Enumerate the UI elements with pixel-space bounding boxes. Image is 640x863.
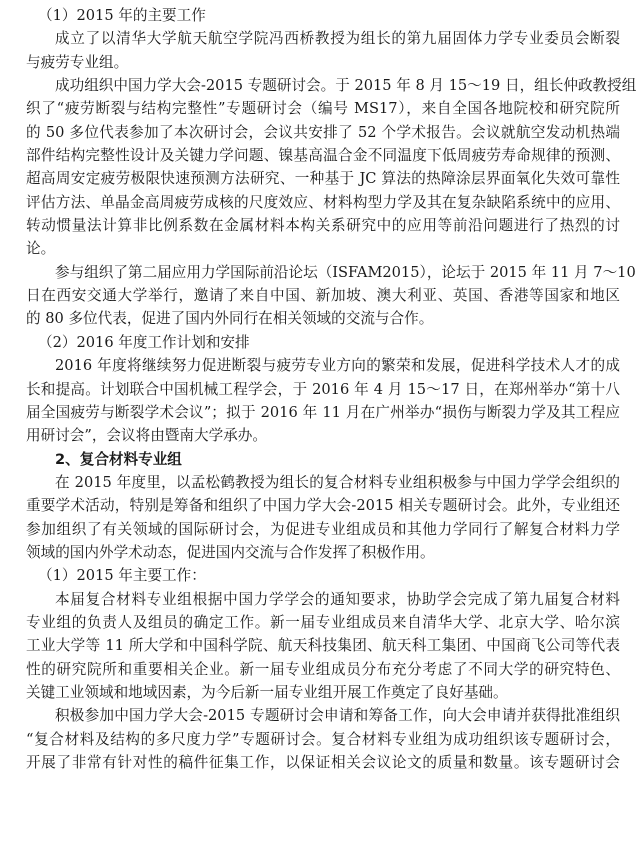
text-line: 专业组的负责人及组员的确定工作。新一届专业组成员来自清华大学、北京大学、哈尔滨	[26, 613, 620, 631]
document-body	[26, 4, 637, 774]
text-line: 长和提高。计划联合中国机械工程学会，于 2016 年 4 月 15～17 日，在郑州举办“第十八	[26, 380, 620, 398]
subsection-heading: （1）2015 年的主要工作	[38, 7, 206, 24]
text-line: 的 80 多位代表，促进了国内外同行在相关领域的交流与合作。	[26, 310, 434, 328]
text-line: 用研讨会”，会议将由暨南大学承办。	[26, 427, 267, 445]
text-line: 性的研究院所和重要相关企业。新一届专业组成员分布充分考虑了不同大学的研究特色、	[26, 660, 620, 678]
text-line: 开展了非常有针对性的稿件征集工作，以保证相关会议论文的质量和数量。该专题研讨会	[26, 754, 620, 771]
text-line: 2016 年度将继续努力促进断裂与疲劳专业方向的繁荣和发展，促进科学技术人才的成	[55, 357, 620, 375]
text-line: 领域的国内外学术动态，促进国内交流与合作发挥了积极作用。	[26, 543, 435, 561]
subsection-heading: （1）2015 年主要工作：	[38, 567, 206, 585]
text-line: “复合材料及结构的多尺度力学”专题研讨会。复合材料专业组为成功组织该专题研讨会，	[26, 730, 620, 748]
text-line: 成立了以清华大学航天航空学院冯西桥教授为组长的第九届固体力学专业委员会断裂	[55, 30, 620, 48]
document-page	[26, 4, 637, 774]
section-heading: 2、复合材料专业组	[55, 450, 182, 468]
text-line: 日在西安交通大学举行，邀请了来自中国、新加坡、澳大利亚、英国、香港等国家和地区	[26, 287, 620, 305]
text-line: 重要学术活动，特别是筹备和组织了中国力学大会-2015 相关专题研讨会。此外，专业组还	[26, 497, 620, 515]
text-line: 的 50 多位代表参加了本次研讨会，会议共安排了 52 个学术报告。会议就航空发动机热端	[26, 123, 620, 141]
text-line: 超高周安定疲劳极限快速预测方法研究、一种基于 JC 算法的热障涂层界面氧化失效可靠性	[26, 170, 620, 188]
text-line: 积极参加中国力学大会-2015 专题研讨会申请和筹备工作，向大会申请并获得批准组织	[55, 707, 620, 725]
text-line: 在 2015 年度里，以孟松鹤教授为组长的复合材料专业组积极参与中国力学学会组织的	[55, 473, 620, 491]
text-line: 本届复合材料专业组根据中国力学学会的通知要求，协助学会完成了第九届复合材料	[55, 590, 620, 608]
text-line: 论。	[26, 240, 56, 258]
text-line: 参加组织了有关领域的国际研讨会，为促进专业组成员和其他力学同行了解复合材料力学	[26, 520, 620, 538]
text-line: 与疲劳专业组。	[26, 53, 129, 71]
text-line: 织了“疲劳断裂与结构完整性”专题研讨会（编号 MS17），来自全国各地院校和研究院所	[26, 100, 620, 118]
text-line: 转动惯量法计算非比例系数在金属材料本构关系研究中的应用等前沿问题进行了热烈的讨	[26, 217, 620, 235]
text-line: 届全国疲劳与断裂学术会议”；拟于 2016 年 11 月在广州举办“损伤与断裂力学及其工程应	[26, 403, 620, 421]
text-line: 参与组织了第二届应用力学国际前沿论坛（ISFAM2015），论坛于 2015 年 11 月 7～10	[55, 263, 636, 281]
text-line: 评估方法、单晶金高周疲劳成核的尺度效应、材料构型力学及其在复杂缺陷系统中的应用、	[26, 193, 620, 211]
subsection-heading: （2）2016 年度工作计划和安排	[38, 333, 250, 351]
text-line: 成功组织中国力学大会-2015 专题研讨会。于 2015 年 8 月 15～19 日，组长仲政教授组	[55, 77, 637, 95]
text-line: 工业大学等 11 所大学和中国科学院、航天科技集团、航天科工集团、中国商飞公司等代表	[26, 637, 620, 655]
text-line: 部件结构完整性设计及关键力学问题、镍基高温合金不同温度下低周疲劳寿命规律的预测、	[26, 147, 620, 165]
text-line: 关键工业领域和地域因素，为今后新一届专业组开展工作奠定了良好基础。	[26, 683, 508, 701]
